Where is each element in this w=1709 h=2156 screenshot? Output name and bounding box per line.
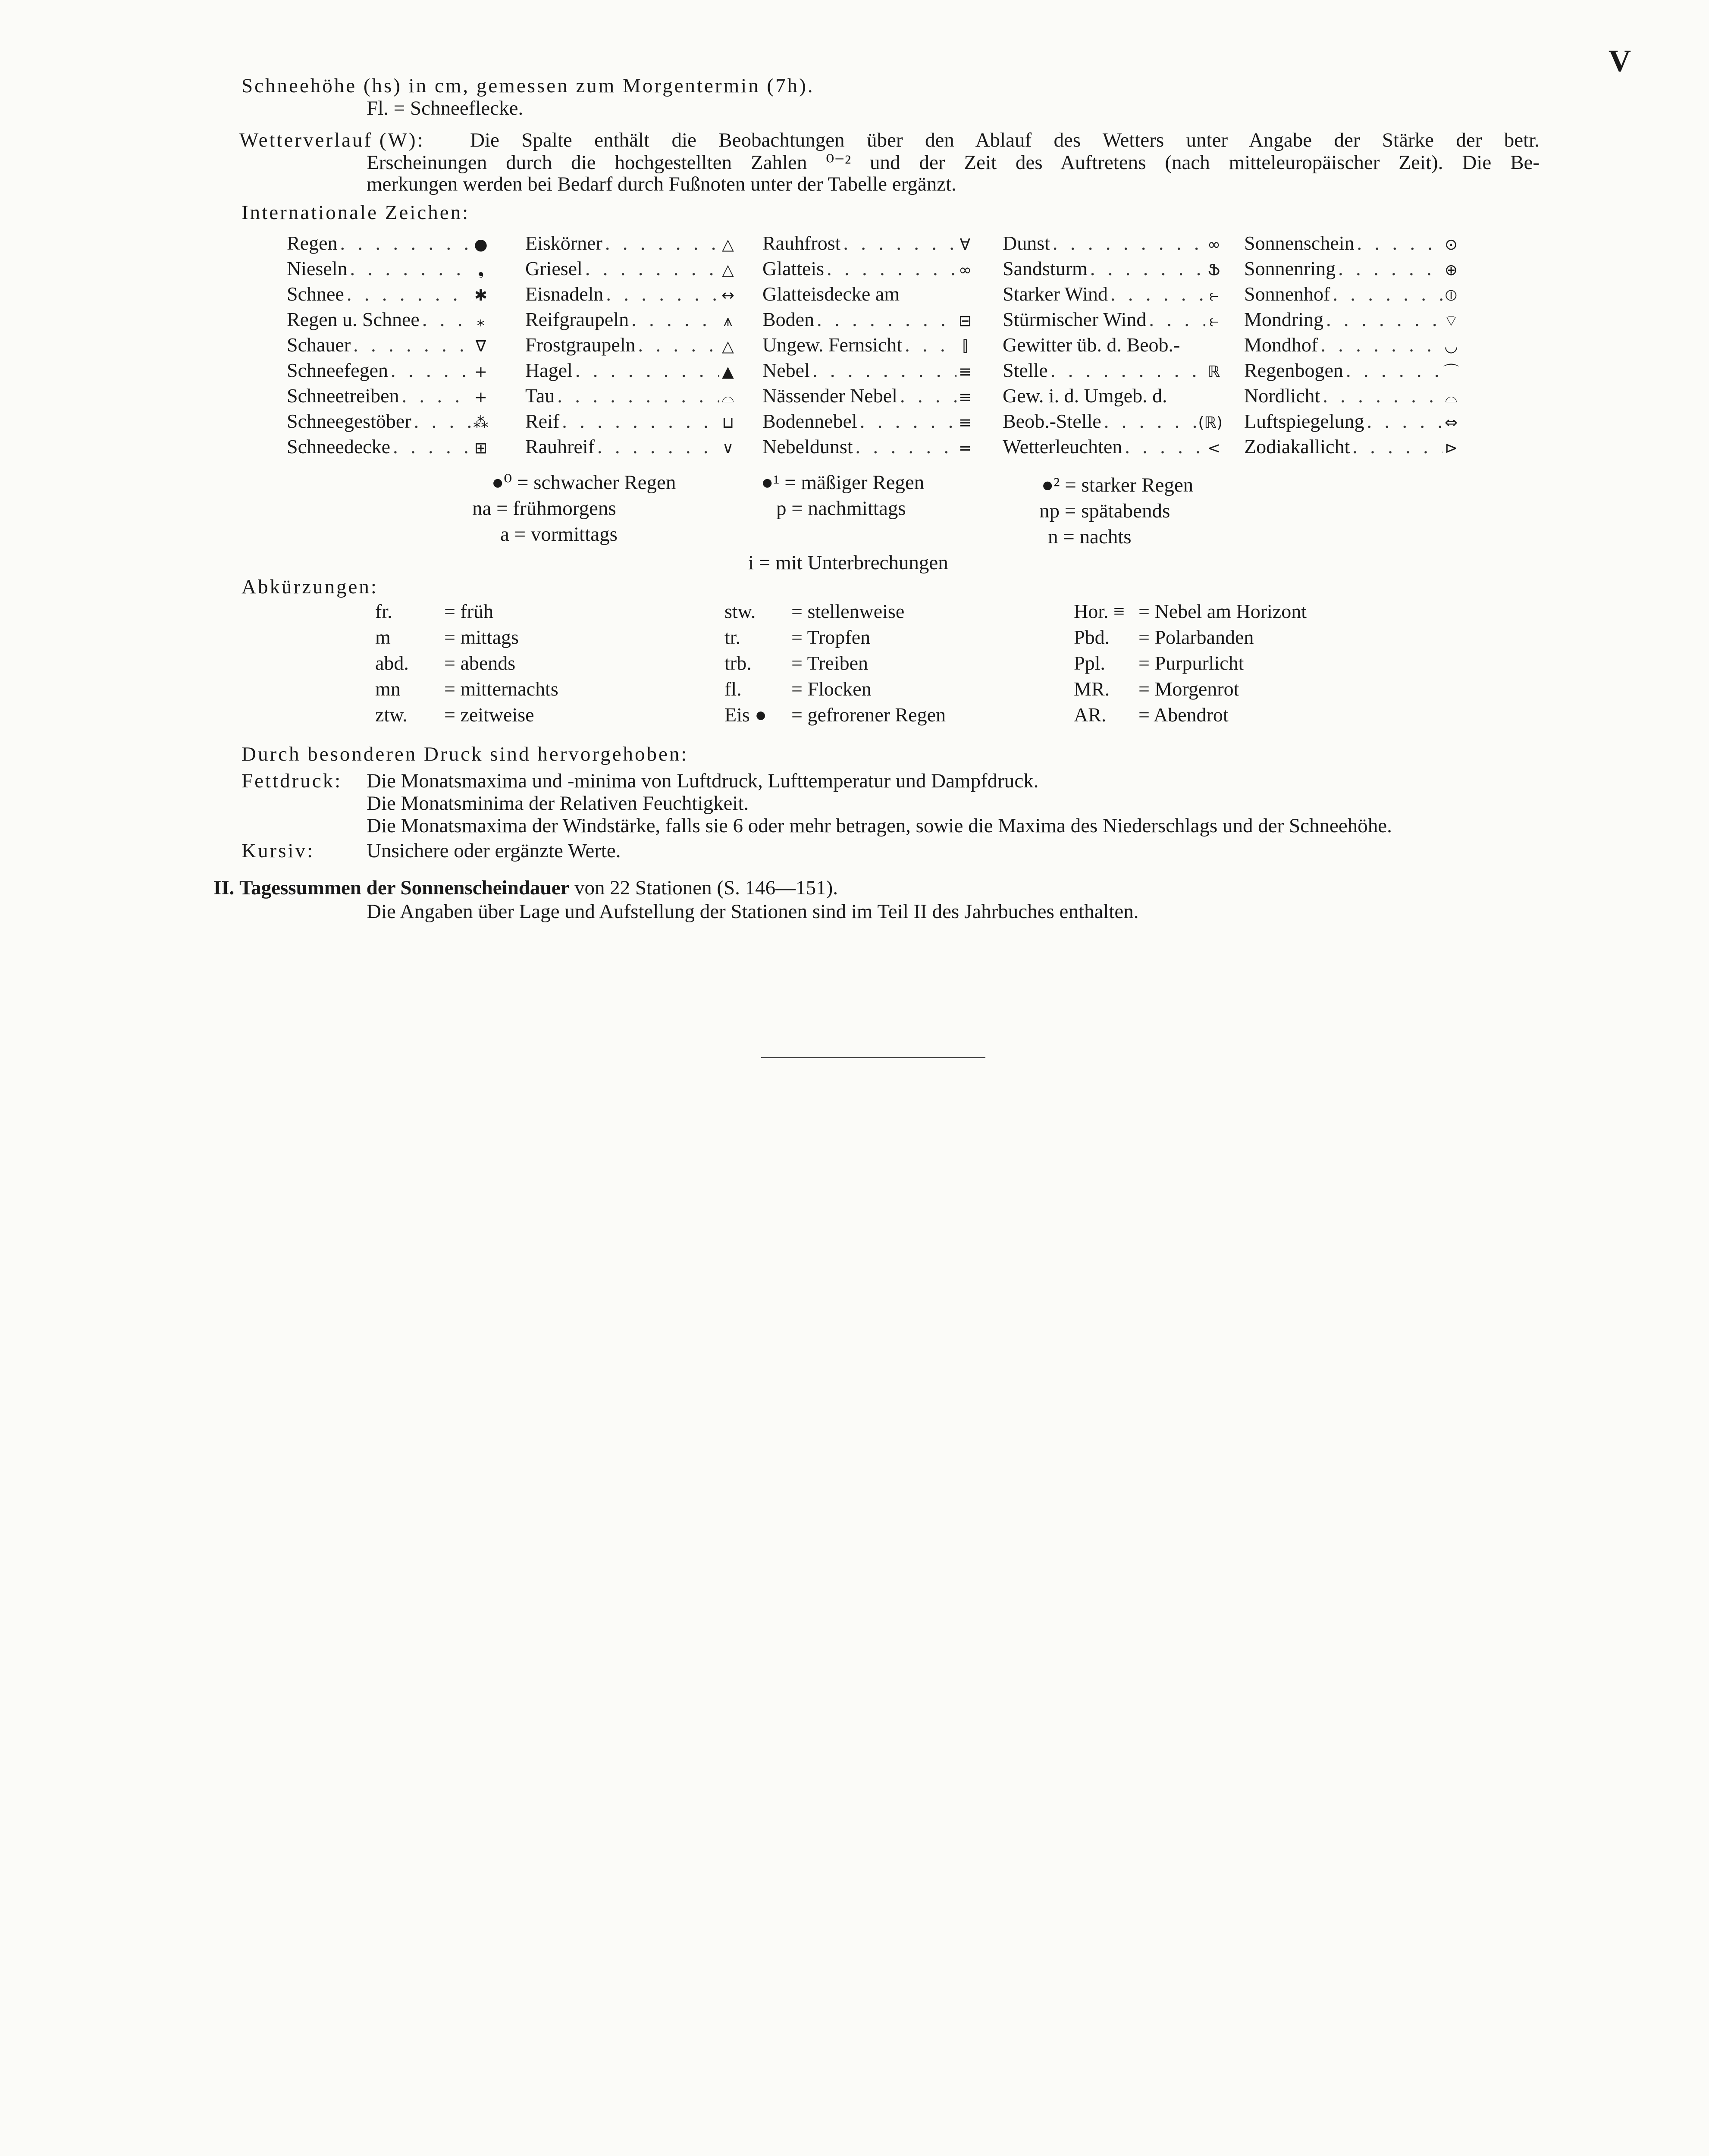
leader-dots xyxy=(555,383,719,408)
leader-dots xyxy=(348,256,472,281)
abbreviation-meaning: = Purpurlicht xyxy=(1138,652,1244,674)
sign-name: Schauer xyxy=(287,334,351,356)
leader-dots xyxy=(1364,409,1443,434)
sign-name: Ungew. Fernsicht xyxy=(762,334,903,356)
weather-symbol-icon: (ℝ) xyxy=(1198,414,1223,432)
sign-row xyxy=(1244,332,1460,357)
sign-row xyxy=(525,282,737,307)
sign-name: Mondring xyxy=(1244,308,1323,330)
abbreviations-heading: Abkürzungen: xyxy=(241,576,378,598)
sign-row xyxy=(1244,256,1460,281)
sign-row xyxy=(1244,358,1460,383)
leader-dots xyxy=(1318,332,1442,357)
abbreviation-row xyxy=(1074,599,1376,624)
sign-row xyxy=(762,307,974,332)
sign-name: Tau xyxy=(525,385,555,407)
leader-dots xyxy=(1330,282,1442,307)
sign-name: Griesel xyxy=(525,257,583,279)
weather-symbol-icon: ⦶ xyxy=(1445,287,1457,304)
weather-symbol-icon: ⫿ xyxy=(963,338,968,355)
leader-dots xyxy=(559,409,719,434)
sign-name: Nebeldunst xyxy=(762,436,853,458)
section-2-subtitle: von 22 Stationen (S. 146—151). xyxy=(574,877,838,899)
sign-row xyxy=(525,256,737,281)
sign-name: Gew. i. d. Umgeb. d. xyxy=(1003,385,1167,407)
sign-name: Wetterleuchten xyxy=(1003,436,1123,458)
sign-name: Dunst xyxy=(1003,232,1050,254)
sign-row xyxy=(1244,383,1460,408)
leader-dots xyxy=(344,282,472,307)
abbreviation-key: MR. xyxy=(1074,678,1110,700)
sign-name: Regen u. Schnee xyxy=(287,308,420,330)
weather-symbol-icon: ℝ xyxy=(1207,363,1220,381)
sign-name: Reifgraupeln xyxy=(525,308,629,330)
leader-dots xyxy=(1050,231,1205,256)
abbreviation-key: trb. xyxy=(724,652,752,674)
weather-symbol-icon: △ xyxy=(722,236,734,254)
abbreviation-meaning: = stellenweise xyxy=(791,600,905,622)
sign-row xyxy=(1244,434,1460,459)
sign-row xyxy=(1003,332,1223,357)
weather-symbol-icon: ⩚ xyxy=(723,312,733,330)
weather-symbol-icon: ● xyxy=(474,236,488,254)
leader-dots xyxy=(840,231,956,256)
sign-name: Sonnenhof xyxy=(1244,283,1330,305)
abbreviation-row xyxy=(724,650,1026,676)
sign-row xyxy=(525,231,737,256)
sign-name: Sonnenring xyxy=(1244,257,1336,279)
abbreviation-key: abd. xyxy=(375,652,409,674)
sign-row xyxy=(1003,434,1223,459)
leader-dots xyxy=(603,282,719,307)
abbreviation-row xyxy=(1074,650,1376,676)
sign-name: Stürmischer Wind xyxy=(1003,308,1147,330)
sign-row xyxy=(287,231,489,256)
abbreviation-meaning: = Polarbanden xyxy=(1138,626,1254,648)
leader-dots xyxy=(1122,434,1205,459)
abbreviation-row xyxy=(724,599,1026,624)
section-2-number: II. xyxy=(213,877,235,899)
sign-row xyxy=(525,358,737,383)
bold-print-line1: Die Monatsmaxima und -minima von Luftdruck, Lufttemperatur und Dampfdruck. xyxy=(367,770,1039,792)
sign-row xyxy=(762,409,974,434)
sign-name: Hagel xyxy=(525,359,573,381)
sign-row xyxy=(287,282,489,307)
leader-dots xyxy=(338,231,472,256)
sign-row xyxy=(1003,231,1223,256)
sign-name: Mondhof xyxy=(1244,334,1318,356)
sign-name: Beob.-Stelle xyxy=(1003,410,1101,432)
sign-row xyxy=(287,332,489,357)
sign-row xyxy=(762,231,974,256)
time-p: p = nachmittags xyxy=(776,497,906,520)
schneeflecke-line: Fl. = Schneeflecke. xyxy=(367,97,524,119)
bold-print-label: Fettdruck: xyxy=(241,770,342,792)
weather-symbol-icon: ⁂ xyxy=(473,414,489,432)
wetterverlauf-text-line2: Erscheinungen durch die hochgestellten Zahlen ⁰⁻² und der Zeit des Auftretens (nach mitteleuropäischer Zeit). Die Be- xyxy=(367,151,1540,174)
weather-symbol-icon: △ xyxy=(722,261,734,279)
abbreviation-row xyxy=(1074,702,1376,728)
sign-name: Schneefegen xyxy=(287,359,388,381)
abbreviation-row xyxy=(375,702,677,728)
weather-symbol-icon: ≡ xyxy=(958,414,972,432)
abbreviation-meaning: = Morgenrot xyxy=(1138,678,1239,700)
abbreviation-meaning: = früh xyxy=(444,600,494,622)
abbreviation-meaning: = mitternachts xyxy=(444,678,558,700)
sign-name: Stelle xyxy=(1003,359,1048,381)
sign-row xyxy=(1003,282,1223,307)
leader-dots xyxy=(573,358,719,383)
weather-symbol-icon: ⥼ xyxy=(1209,312,1219,330)
sign-name: Frostgraupeln xyxy=(525,334,636,356)
sign-row xyxy=(762,434,974,459)
abbreviation-meaning: = Abendrot xyxy=(1138,704,1229,726)
sign-name: Nieseln xyxy=(287,257,348,279)
leader-dots xyxy=(602,231,719,256)
sign-row xyxy=(525,332,737,357)
leader-dots xyxy=(1323,307,1442,332)
bold-print-line3: Die Monatsmaxima der Windstärke, falls sie 6 oder mehr betragen, sowie die Maxima des Niederschlags und der Schneehöhe. xyxy=(367,815,1392,837)
time-np: np = spätabends xyxy=(1039,500,1170,522)
weather-symbol-icon: ∞ xyxy=(959,261,972,279)
sign-name: Boden xyxy=(762,308,815,330)
leader-dots xyxy=(388,358,472,383)
abbreviation-key: m xyxy=(375,626,391,648)
abbreviation-meaning: = gefrorener Regen xyxy=(791,704,946,726)
weather-symbol-icon: + xyxy=(474,389,488,406)
leader-dots xyxy=(1336,256,1442,281)
sign-name: Gewitter üb. d. Beob.- xyxy=(1003,334,1180,356)
leader-dots xyxy=(1088,256,1205,281)
sign-name: Schneedecke xyxy=(287,436,391,458)
leader-dots xyxy=(1355,231,1442,256)
abbreviation-key: Pbd. xyxy=(1074,626,1110,648)
sign-name: Schneegestöber xyxy=(287,410,411,432)
sign-row xyxy=(1003,358,1223,383)
sign-row xyxy=(1003,256,1223,281)
weather-symbol-icon: Ֆ xyxy=(1207,261,1220,279)
weather-symbol-icon: ⌒ xyxy=(1443,363,1459,381)
leader-dots xyxy=(411,409,472,434)
time-a: a = vormittags xyxy=(500,523,618,545)
print-heading: Durch besonderen Druck sind hervorgehoben: xyxy=(241,743,689,765)
sign-name: Regen xyxy=(287,232,338,254)
sign-row xyxy=(1244,307,1460,332)
abbreviation-key: Hor. ≡ xyxy=(1074,600,1125,622)
sign-row xyxy=(1003,383,1223,408)
sign-row xyxy=(287,307,489,332)
weather-symbol-icon: △ xyxy=(722,338,734,355)
leader-dots xyxy=(420,307,472,332)
leader-dots xyxy=(399,383,472,408)
sign-row xyxy=(525,434,737,459)
weather-symbol-icon: ∀ xyxy=(960,236,971,254)
abbreviation-key: mn xyxy=(375,678,401,700)
intensity-weak: ●⁰ = schwacher Regen xyxy=(492,471,676,494)
leader-dots xyxy=(583,256,719,281)
weather-symbol-icon: ∞ xyxy=(1207,236,1220,254)
sign-name: Rauhfrost xyxy=(762,232,841,254)
sign-name: Bodennebel xyxy=(762,410,857,432)
abbreviation-row xyxy=(1074,676,1376,702)
abbreviation-row xyxy=(375,624,677,650)
weather-symbol-icon: ⊟ xyxy=(958,312,972,330)
wetterverlauf-text-line1: Die Spalte enthält die Beobachtungen über den Ablauf des Wetters unter Angabe der Stärke der betr. xyxy=(470,129,1540,151)
sign-row xyxy=(287,256,489,281)
leader-dots xyxy=(595,434,719,459)
sign-name: Luftspiegelung xyxy=(1244,410,1364,432)
sign-name: Eisnadeln xyxy=(525,283,604,305)
abbreviation-meaning: = mittags xyxy=(444,626,519,648)
abbreviation-key: ztw. xyxy=(375,704,408,726)
note-interruptions: i = mit Unterbrechungen xyxy=(748,552,948,574)
weather-symbol-icon: ⇔ xyxy=(1444,414,1458,432)
sign-name: Glatteisdecke am xyxy=(762,283,900,305)
international-signs-heading: Internationale Zeichen: xyxy=(241,201,470,224)
sign-name: Nordlicht xyxy=(1244,385,1320,407)
leader-dots xyxy=(629,307,719,332)
sign-row xyxy=(1244,409,1460,434)
leader-dots xyxy=(1350,434,1442,459)
intensity-strong: ●² = starker Regen xyxy=(1041,474,1194,496)
weather-symbol-icon: ↔ xyxy=(721,287,735,304)
leader-dots xyxy=(853,434,956,459)
leader-dots xyxy=(1343,358,1442,383)
sign-row xyxy=(287,409,489,434)
weather-symbol-icon: ⌓ xyxy=(721,389,734,406)
weather-symbol-icon: ⌓ xyxy=(1445,389,1458,406)
weather-symbol-icon: ∨ xyxy=(722,439,734,457)
italic-print-label: Kursiv: xyxy=(241,840,314,862)
weather-symbol-icon: ∇ xyxy=(475,338,486,355)
bold-print-line2: Die Monatsminima der Relativen Feuchtigkeit. xyxy=(367,792,749,815)
abbreviation-meaning: = Tropfen xyxy=(791,626,871,648)
sign-row xyxy=(762,332,974,357)
leader-dots xyxy=(1101,409,1198,434)
section-divider xyxy=(761,1057,985,1058)
sign-row xyxy=(1003,409,1223,434)
abbreviation-key: Ppl. xyxy=(1074,652,1105,674)
wetterverlauf-label: Wetterverlauf (W): xyxy=(239,129,425,151)
abbreviation-row xyxy=(724,624,1026,650)
abbreviation-key: fl. xyxy=(724,678,742,700)
italic-print-text: Unsichere oder ergänzte Werte. xyxy=(367,840,621,862)
abbreviation-key: AR. xyxy=(1074,704,1107,726)
leader-dots xyxy=(1108,282,1205,307)
weather-symbol-icon: ❟ xyxy=(477,261,484,279)
intensity-moderate: ●¹ = mäßiger Regen xyxy=(761,471,925,494)
leader-dots xyxy=(897,383,956,408)
sign-name: Glatteis xyxy=(762,257,825,279)
leader-dots xyxy=(824,256,956,281)
time-na: na = frühmorgens xyxy=(472,497,616,520)
leader-dots xyxy=(857,409,956,434)
weather-symbol-icon: + xyxy=(474,363,488,381)
abbreviation-meaning: = abends xyxy=(444,652,516,674)
abbreviation-row xyxy=(375,650,677,676)
abbreviation-meaning: = zeitweise xyxy=(444,704,534,726)
sign-name: Sandsturm xyxy=(1003,257,1088,279)
sign-row xyxy=(762,358,974,383)
sign-row xyxy=(525,409,737,434)
abbreviation-row xyxy=(375,676,677,702)
sign-name: Sonnenschein xyxy=(1244,232,1355,254)
wetterverlauf-text-line3: merkungen werden bei Bedarf durch Fußnoten unter der Tabelle ergänzt. xyxy=(367,173,956,195)
weather-symbol-icon: < xyxy=(1207,439,1221,457)
sign-name: Regenbogen xyxy=(1244,359,1343,381)
abbreviation-key: stw. xyxy=(724,600,756,622)
abbreviation-row xyxy=(724,676,1026,702)
section-2-note: Die Angaben über Lage und Aufstellung der Stationen sind im Teil II des Jahrbuches enthalten. xyxy=(367,900,1139,923)
sign-name: Schnee xyxy=(287,283,344,305)
weather-symbol-icon: ✱ xyxy=(474,287,488,304)
sign-row xyxy=(287,434,489,459)
abbreviation-row xyxy=(375,599,677,624)
abbreviation-meaning: = Flocken xyxy=(791,678,872,700)
leader-dots xyxy=(636,332,719,357)
sign-row xyxy=(525,383,737,408)
sign-name: Eiskörner xyxy=(525,232,602,254)
sign-row xyxy=(1244,231,1460,256)
leader-dots xyxy=(810,358,956,383)
sign-name: Rauhreif xyxy=(525,436,595,458)
section-2-heading xyxy=(213,875,838,900)
abbreviation-meaning: = Nebel am Horizont xyxy=(1138,600,1307,622)
page-number: V xyxy=(1609,44,1632,78)
sign-name: Nebel xyxy=(762,359,810,381)
abbreviation-row xyxy=(1074,624,1376,650)
weather-symbol-icon: ⁎ xyxy=(477,312,485,330)
leader-dots xyxy=(902,332,956,357)
leader-dots xyxy=(390,434,472,459)
sign-row xyxy=(1003,307,1223,332)
abbreviation-meaning: = Treiben xyxy=(791,652,869,674)
leader-dots xyxy=(1146,307,1205,332)
weather-symbol-icon: = xyxy=(958,439,972,457)
time-n: n = nachts xyxy=(1048,526,1132,548)
sign-row xyxy=(525,307,737,332)
leader-dots xyxy=(1048,358,1205,383)
sign-row xyxy=(762,383,974,408)
sign-row xyxy=(762,282,974,307)
abbreviation-key: fr. xyxy=(375,600,392,622)
weather-symbol-icon: ⊙ xyxy=(1444,236,1458,254)
abbreviation-key: Eis ● xyxy=(724,704,767,726)
weather-symbol-icon: ⊳ xyxy=(1444,439,1458,457)
sign-name: Reif xyxy=(525,410,560,432)
sign-row xyxy=(287,358,489,383)
section-2-title: Tagessummen der Sonnenscheindauer xyxy=(239,877,570,899)
leader-dots xyxy=(814,307,956,332)
weather-symbol-icon: ⊞ xyxy=(474,439,488,457)
sign-name: Nässender Nebel xyxy=(762,385,897,407)
sign-row xyxy=(762,256,974,281)
weather-symbol-icon: ≡ xyxy=(958,363,972,381)
sign-name: Starker Wind xyxy=(1003,283,1108,305)
sign-name: Zodiakallicht xyxy=(1244,436,1350,458)
weather-symbol-icon: ⥼ xyxy=(1209,287,1219,304)
sign-name: Schneetreiben xyxy=(287,385,399,407)
leader-dots xyxy=(1320,383,1442,408)
weather-symbol-icon: ≡ xyxy=(958,389,972,406)
sign-row xyxy=(1244,282,1460,307)
weather-symbol-icon: ▲ xyxy=(722,363,734,381)
abbreviation-key: tr. xyxy=(724,626,741,648)
schneehoehe-line: Schneehöhe (hs) in cm, gemessen zum Morgentermin (7h). xyxy=(241,75,815,97)
leader-dots xyxy=(351,332,472,357)
weather-symbol-icon: ◡ xyxy=(1444,338,1458,355)
weather-symbol-icon: ⌔ xyxy=(1444,312,1458,330)
weather-symbol-icon: ⊕ xyxy=(1444,261,1458,279)
weather-symbol-icon: ⊔ xyxy=(721,414,734,432)
sign-row xyxy=(287,383,489,408)
abbreviation-row xyxy=(724,702,1026,728)
